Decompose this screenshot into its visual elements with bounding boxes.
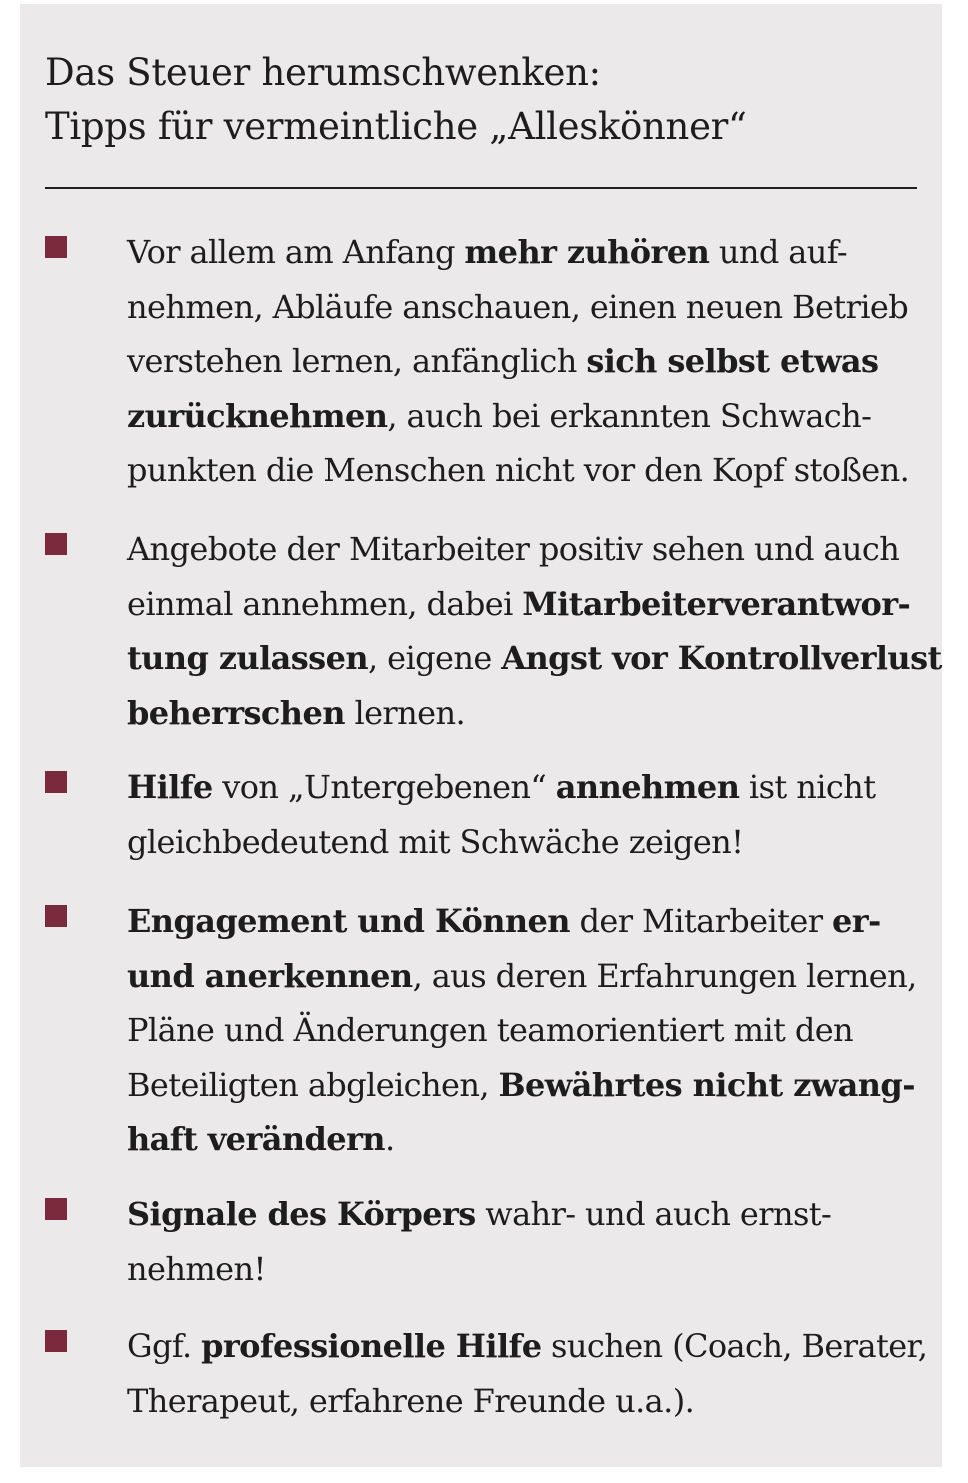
tip-line: [127, 1242, 947, 1297]
tip-line: [127, 522, 947, 577]
square-bullet-icon: [45, 533, 67, 555]
tip-line: [127, 760, 947, 815]
tip-run: Beteiligten abgleichen,: [127, 1065, 499, 1104]
tip-line: [127, 1319, 947, 1374]
tip-run: , eigene: [368, 639, 502, 677]
tip-text: [127, 522, 947, 740]
title-line-2: Tipps für vermeintliche „Alleskönner“: [45, 105, 747, 148]
tip-line: [127, 1058, 947, 1113]
tip-line: [127, 1003, 947, 1058]
tip-emphasis: und anerkennen: [127, 956, 413, 995]
square-bullet-icon: [45, 1330, 67, 1352]
tip-run: einmal annehmen, dabei: [127, 584, 523, 623]
tip-run: Ggf.: [127, 1327, 202, 1365]
tip-text: [127, 1319, 947, 1428]
square-bullet-icon: [45, 236, 67, 258]
tip-emphasis: zurücknehmen: [127, 396, 388, 435]
tip-line: [127, 225, 947, 280]
tip-emphasis: tung zulassen: [127, 639, 369, 677]
tip-emphasis: Bewährtes nicht zwang-: [498, 1065, 915, 1104]
tip-emphasis: Signale des Körpers: [127, 1195, 476, 1233]
tip-emphasis: er-: [832, 902, 881, 940]
tip-run: Angebote der Mitarbeiter positiv sehen und auch: [127, 530, 900, 568]
square-bullet-icon: [45, 1198, 67, 1220]
tip-line: [127, 1187, 947, 1242]
tip-run: nehmen, Abläufe anschauen, einen neuen Betrieb: [127, 287, 909, 326]
tip-emphasis: Hilfe: [127, 768, 213, 806]
tip-run: wahr- und auch ernst-: [475, 1195, 832, 1233]
tip-emphasis: beherrschen: [127, 693, 345, 732]
square-bullet-icon: [45, 771, 67, 793]
tip-text: [127, 225, 947, 498]
tip-line: [127, 1374, 947, 1429]
tip-text: [127, 1187, 947, 1296]
tip-line: [127, 815, 947, 870]
tip-line: [127, 334, 947, 389]
tip-box: [20, 4, 942, 1467]
tip-emphasis: annehmen: [555, 768, 740, 806]
tip-line: [127, 631, 947, 686]
tip-emphasis: mehr zuhören: [464, 233, 710, 271]
tip-run: , aus deren Erfahrungen lernen,: [412, 956, 917, 995]
tip-emphasis: sich selbst etwas: [586, 342, 879, 380]
tip-run: gleichbedeutend mit Schwäche zeigen!: [127, 822, 744, 861]
title-divider: [45, 187, 917, 189]
tip-emphasis: Mitarbeiterverantwor-: [522, 584, 911, 623]
tip-run: Pläne und Änderungen teamorientiert mit den: [127, 1011, 854, 1049]
tip-line: [127, 1112, 947, 1167]
tip-run: nehmen!: [127, 1249, 266, 1288]
tip-line: [127, 949, 947, 1004]
tip-text: [127, 760, 947, 869]
tip-run: suchen (Coach, Berater,: [541, 1327, 928, 1365]
tip-run: , auch bei erkannten Schwach-: [387, 396, 872, 435]
tip-run: der Mitarbeiter: [569, 902, 832, 940]
tip-line: [127, 894, 947, 949]
box-title: [45, 46, 747, 154]
square-bullet-icon: [45, 905, 67, 927]
tip-line: [127, 389, 947, 444]
tip-run: .: [384, 1120, 395, 1158]
tip-line: [127, 280, 947, 335]
tip-run: verstehen lernen, anfänglich: [127, 342, 587, 380]
tip-run: punkten die Menschen nicht vor den Kopf stoßen.: [127, 451, 910, 489]
tip-run: von „Untergebenen“: [212, 768, 556, 806]
title-line-1: Das Steuer herumschwenken:: [45, 51, 601, 94]
tip-line: [127, 686, 947, 741]
tip-run: Therapeut, erfahrene Freunde u.a.).: [127, 1381, 695, 1420]
tip-text: [127, 894, 947, 1167]
tip-run: ist nicht: [739, 768, 876, 806]
tip-line: [127, 443, 947, 498]
tip-run: Vor allem am Anfang: [127, 233, 465, 271]
tip-emphasis: professionelle Hilfe: [201, 1327, 542, 1365]
tip-line: [127, 577, 947, 632]
tip-run: und auf-: [709, 233, 848, 271]
tip-emphasis: Engagement und Können: [127, 902, 570, 940]
tip-emphasis: haft verändern: [127, 1120, 385, 1158]
tip-emphasis: Angst vor Kontrollverlust: [501, 639, 942, 677]
tip-run: lernen.: [344, 693, 466, 732]
